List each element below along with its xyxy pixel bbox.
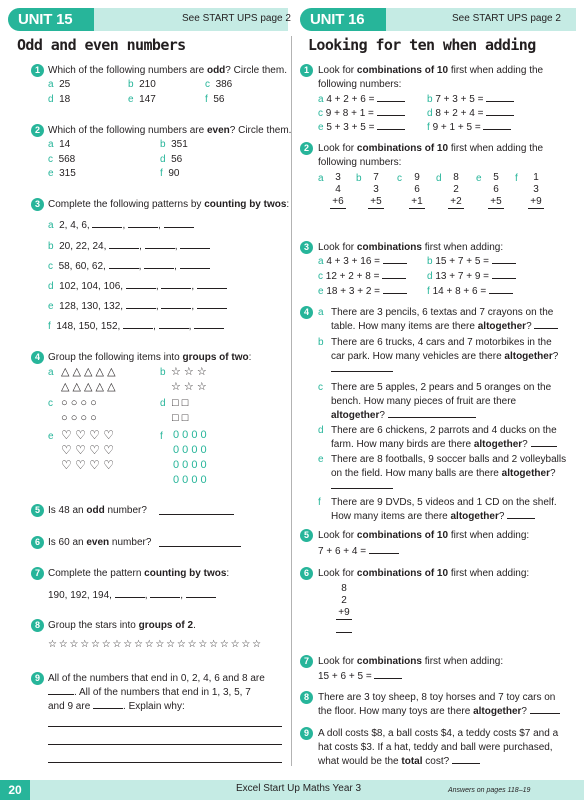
item-label: b [160, 139, 166, 150]
answer-blank[interactable] [194, 320, 224, 329]
question-number: 2 [300, 142, 313, 155]
answer-blank[interactable] [126, 300, 156, 309]
answer-item[interactable] [128, 78, 156, 91]
sum-expr: 18 + 3 + 2 = [326, 286, 381, 297]
answer-blank[interactable] [383, 285, 407, 294]
item-label: c [48, 398, 53, 409]
answer-blank[interactable] [123, 320, 153, 329]
answer-blank[interactable] [197, 280, 227, 289]
addend: +1 [409, 196, 425, 209]
answer-blank[interactable] [180, 240, 210, 249]
question-text: All of the numbers that end in 0, 2, 4, 6 and 8 are [48, 673, 265, 684]
column-sum[interactable] [528, 172, 544, 209]
item-label: a [318, 307, 324, 318]
question-number: 7 [300, 655, 313, 668]
shape-row: ♡ ♡ ♡ ♡ [61, 458, 115, 472]
question-text: Look for combinations of 10 first when adding the [318, 143, 544, 154]
question-text: bench. How many pieces of fruit are there [331, 396, 517, 407]
answer-item[interactable] [205, 93, 224, 106]
column-sum[interactable] [488, 172, 504, 209]
answer-item[interactable] [128, 93, 156, 106]
item-label: e [476, 173, 482, 184]
item-label: d [160, 398, 166, 409]
answer-item[interactable] [48, 153, 75, 166]
writing-line[interactable] [48, 726, 282, 727]
sum-expr: 9 + 1 + 5 = [432, 122, 481, 133]
sum-expr: 4 + 2 + 6 = [326, 94, 375, 105]
shape-row: ☆ ☆ ☆ [171, 366, 207, 378]
page-number: 20 [0, 780, 30, 800]
item-label: c [318, 108, 323, 119]
question-text: Look for combinations of 10 first when adding: [318, 568, 530, 579]
square-group[interactable] [172, 397, 188, 425]
answer-blank[interactable] [452, 755, 480, 764]
item-label: f [515, 173, 518, 184]
sum-expr: 7 + 6 + 4 = [318, 546, 367, 557]
shape-row: ○ ○ ○ ○ [61, 397, 97, 409]
item-label: e [318, 454, 324, 465]
answer-blank[interactable] [388, 409, 476, 418]
question-text: Complete the pattern counting by twos: [48, 568, 230, 579]
addend: +9 [336, 607, 352, 620]
column-sum[interactable] [336, 583, 352, 620]
item-label: b [160, 367, 166, 378]
text-fragment: table. How many items are there altogether? [331, 321, 532, 332]
answer-blank[interactable] [164, 219, 194, 228]
text-fragment: altogether? [331, 410, 385, 421]
item-label: a [318, 256, 324, 267]
item-label: d [436, 173, 442, 184]
pattern-row[interactable]: d 102, 104, 106, , , [48, 280, 227, 293]
heart-group[interactable] [61, 428, 114, 473]
item-label: d [48, 94, 54, 105]
answer-item[interactable] [205, 78, 232, 91]
answer-blank[interactable] [377, 107, 405, 116]
addend: 8 [341, 583, 347, 594]
item-label: b [427, 94, 433, 105]
answer-blank[interactable] [489, 285, 513, 294]
addend: 2 [341, 595, 347, 606]
pattern-start: 148, 150, 152, [56, 321, 121, 332]
question-number: 8 [31, 619, 44, 632]
sum-expr: 9 + 8 + 1 = [325, 108, 374, 119]
star-row[interactable]: ☆ ☆ ☆ ☆ ☆ ☆ ☆ ☆ ☆ ☆ ☆ ☆ ☆ ☆ ☆ ☆ ☆ ☆ ☆ ☆ [48, 639, 261, 650]
question-number: 7 [31, 567, 44, 580]
answer-blank[interactable] [483, 121, 511, 130]
writing-line[interactable] [48, 744, 282, 745]
item-label: f [160, 431, 163, 442]
circle-group[interactable] [61, 397, 97, 425]
item-value: 56 [213, 94, 225, 105]
item-label: a [48, 79, 54, 90]
column-sum[interactable] [330, 172, 346, 209]
sum-expr: 14 + 8 + 6 = [432, 286, 487, 297]
addend: 8 [453, 172, 459, 183]
pattern-row[interactable]: a 2, 4, 6, , , [48, 219, 194, 232]
item-label: b [427, 256, 433, 267]
answer-blank[interactable] [377, 93, 405, 102]
shape-row: 0 0 0 0 [173, 444, 207, 456]
answer-blank[interactable] [161, 300, 191, 309]
text-fragment: and 9 are [48, 701, 91, 712]
item-label: c [397, 173, 402, 184]
star-group[interactable] [171, 366, 207, 394]
answer-blank[interactable] [383, 255, 407, 264]
right-unit-title: Looking for ten when adding [308, 36, 536, 54]
question-text [318, 705, 560, 718]
sum-expr: 4 + 3 + 16 = [326, 256, 381, 267]
addend: 6 [493, 184, 499, 195]
shape-row: 0 0 0 0 [173, 459, 207, 471]
answer-item[interactable] [48, 93, 70, 106]
question-text [48, 686, 251, 699]
item-label: e [48, 168, 54, 179]
pattern-start: 58, 60, 62, [58, 261, 106, 272]
item-value: 315 [59, 168, 76, 179]
shape-row: △ △ △ △ △ [61, 366, 116, 378]
shape-row: ♡ ♡ ♡ ♡ [61, 443, 115, 457]
item-label: f [318, 497, 321, 508]
addend: 3 [335, 172, 341, 183]
shape-row: △ △ △ △ △ [61, 381, 116, 393]
answer-blank[interactable] [492, 270, 516, 279]
sum-item[interactable] [427, 285, 513, 298]
left-unit-title: Odd and even numbers [17, 36, 186, 54]
writing-line[interactable] [48, 762, 282, 763]
shape-row: 0 0 0 0 [173, 429, 207, 441]
item-label: f [48, 321, 51, 332]
sum-expr: 12 + 2 + 8 = [325, 271, 380, 282]
item-label: d [160, 154, 166, 165]
answer-blank[interactable] [492, 255, 516, 264]
answer-blank[interactable] [486, 107, 514, 116]
question-text [331, 409, 476, 422]
question-number: 4 [31, 351, 44, 364]
item-label: a [318, 94, 324, 105]
question-text: There are 5 apples, 2 pears and 5 oranges on the [331, 382, 552, 393]
sum-expr: 7 + 3 + 5 = [435, 94, 484, 105]
answer-item[interactable] [160, 153, 182, 166]
sum-item[interactable] [318, 255, 407, 268]
item-label: b [318, 337, 324, 348]
book-title: Excel Start Up Maths Year 3 [236, 783, 362, 794]
question-number: 6 [300, 567, 313, 580]
pattern-row[interactable]: e 128, 130, 132, , , [48, 300, 227, 313]
sum-expr: 13 + 7 + 9 = [435, 271, 490, 282]
item-label: c [48, 154, 53, 165]
item-label: e [128, 94, 134, 105]
addend: +5 [368, 196, 384, 209]
pattern-start: 190, 192, 194, [48, 590, 112, 601]
addend: +9 [528, 196, 544, 209]
item-label: e [48, 431, 54, 442]
text-fragment: . All of the numbers that end in 1, 3, 5, 7 [74, 687, 251, 698]
item-label: e [318, 286, 324, 297]
item-label: c [318, 382, 323, 393]
answer-blank[interactable] [150, 589, 180, 598]
answer-blank[interactable] [369, 545, 399, 554]
question-number: 5 [300, 529, 313, 542]
question-number: 2 [31, 124, 44, 137]
sum-item[interactable] [318, 121, 405, 134]
question-text: A doll costs $8, a ball costs $4, a teddy costs $7 and a [318, 728, 559, 739]
pattern-start: 128, 130, 132, [59, 301, 124, 312]
item-label: a [318, 173, 324, 184]
sum-item[interactable] [427, 255, 516, 268]
oval-group[interactable] [173, 428, 207, 488]
item-value: 18 [59, 94, 71, 105]
addend: 2 [453, 184, 459, 195]
question-text: Which of the following numbers are even? Circle them. [48, 125, 292, 136]
shape-row: ♡ ♡ ♡ ♡ [61, 428, 115, 442]
item-value: 56 [171, 154, 183, 165]
answer-line[interactable] [159, 514, 234, 515]
answer-blank[interactable] [530, 705, 560, 714]
answer-blank[interactable] [486, 93, 514, 102]
addend: 1 [533, 172, 539, 183]
answer-item[interactable] [48, 138, 70, 151]
item-label: b [128, 79, 134, 90]
shape-row: □ □ [172, 412, 189, 424]
question-text: Complete the following patterns by counting by twos: [48, 199, 290, 210]
item-label: e [48, 301, 54, 312]
item-value: 147 [139, 94, 156, 105]
item-label: a [48, 220, 54, 231]
answer-line[interactable] [336, 632, 352, 633]
text-fragment: the floor. How many toys are there altogether? [318, 706, 527, 717]
item-value: 568 [58, 154, 76, 165]
question-text: There are 3 pencils, 6 textas and 7 crayons on the [331, 307, 554, 318]
question-number: 3 [31, 198, 44, 211]
sum-expr: 8 + 2 + 4 = [435, 108, 484, 119]
question-text: There are 6 trucks, 4 cars and 7 motorbikes in the [331, 337, 552, 348]
addend: 6 [414, 184, 420, 195]
sum-item[interactable] [318, 107, 405, 120]
item-label: f [427, 122, 430, 133]
question-text: on the field. How many balls are there altogether? [331, 468, 556, 479]
question-text [318, 755, 480, 768]
answer-blank[interactable] [197, 300, 227, 309]
question-text: There are 9 DVDs, 5 videos and 1 CD on the shelf. [331, 497, 557, 508]
answer-blank[interactable] [144, 260, 174, 269]
answer-item[interactable] [48, 167, 76, 180]
answer-blank[interactable] [48, 686, 74, 695]
pattern-row[interactable]: f 148, 150, 152, , , [48, 320, 224, 333]
text-fragment: farm. How many birds are there altogether? [331, 439, 528, 450]
sum-item[interactable] [427, 121, 511, 134]
item-label: b [356, 173, 362, 184]
sum-item[interactable] [318, 670, 402, 683]
item-label: c [205, 79, 210, 90]
pattern-row[interactable]: 190, 192, 194, , , [48, 589, 216, 602]
addend: +5 [488, 196, 504, 209]
answer-blank[interactable] [126, 280, 156, 289]
question-text: There are 3 toy sheep, 8 toy horses and 7 toy cars on [318, 692, 556, 703]
question-number: 5 [31, 504, 44, 517]
item-label: b [48, 241, 54, 252]
answer-blank[interactable] [109, 260, 139, 269]
question-text: hat costs $3. If a hat, teddy and ball were purchased, [318, 742, 553, 753]
item-value: 90 [168, 168, 180, 179]
item-label: f [205, 94, 208, 105]
sum-item[interactable] [318, 285, 407, 298]
shape-row: 0 0 0 0 [173, 474, 207, 486]
item-value: 386 [215, 79, 233, 90]
column-sum[interactable] [448, 172, 464, 209]
item-label: c [318, 271, 323, 282]
pattern-row[interactable]: c 58, 60, 62, , , [48, 260, 210, 273]
item-label: f [160, 168, 163, 179]
question-text: Look for combinations of 10 first when adding: [318, 530, 530, 541]
right-unit-badge: UNIT 16 [300, 8, 386, 31]
question-text: Is 48 an odd number? [48, 505, 147, 516]
question-number: 9 [300, 727, 313, 740]
question-text: Is 60 an even number? [48, 537, 152, 548]
answer-item[interactable] [160, 167, 179, 180]
pattern-start: 20, 22, 24, [59, 241, 107, 252]
answer-blank[interactable] [507, 510, 535, 519]
text-fragment: what would be the total cost? [318, 756, 450, 767]
answer-blank[interactable] [180, 260, 210, 269]
item-label: d [427, 271, 433, 282]
sum-item[interactable] [318, 545, 399, 558]
addend: 7 [373, 172, 379, 183]
column-sum[interactable] [409, 172, 425, 209]
answers-ref: Answers on pages 118–19 [448, 786, 531, 794]
addend: 5 [493, 172, 499, 183]
shape-row: ☆ ☆ ☆ [171, 381, 207, 393]
question-text: Look for combinations of 10 first when adding the [318, 65, 544, 76]
addend: 4 [335, 184, 341, 195]
item-value: 210 [139, 79, 156, 90]
question-number: 9 [31, 672, 44, 685]
addend: +6 [330, 196, 346, 209]
sum-expr: 5 + 3 + 5 = [326, 122, 375, 133]
sum-expr: 15 + 7 + 5 = [435, 256, 490, 267]
answer-line[interactable] [331, 488, 393, 489]
question-text: following numbers: [318, 157, 402, 168]
answer-blank[interactable] [93, 700, 123, 709]
text-fragment: . Explain why: [123, 701, 185, 712]
answer-line[interactable] [331, 371, 393, 372]
left-see-ref: See START UPS page 2 [182, 13, 291, 24]
answer-blank[interactable] [382, 270, 406, 279]
answer-blank[interactable] [115, 589, 145, 598]
answer-blank[interactable] [374, 670, 402, 679]
shape-row: ○ ○ ○ ○ [61, 412, 97, 424]
right-see-ref: See START UPS page 2 [452, 13, 561, 24]
answer-blank[interactable] [186, 589, 216, 598]
answer-blank[interactable] [128, 219, 158, 228]
answer-blank[interactable] [159, 320, 189, 329]
answer-blank[interactable] [534, 320, 558, 329]
question-text: Look for combinations first when adding: [318, 656, 504, 667]
question-number: 1 [300, 64, 313, 77]
shape-row: □ □ [172, 397, 189, 409]
question-number: 4 [300, 306, 313, 319]
answer-blank[interactable] [531, 438, 557, 447]
addend: 3 [533, 184, 539, 195]
pattern-start: 2, 4, 6, [59, 220, 90, 231]
sum-item[interactable] [318, 93, 405, 106]
answer-blank[interactable] [109, 240, 139, 249]
answer-item[interactable] [48, 78, 70, 91]
answer-blank[interactable] [161, 280, 191, 289]
item-value: 351 [171, 139, 188, 150]
question-text: Group the following items into groups of two: [48, 352, 252, 363]
question-text: Look for combinations first when adding: [318, 242, 504, 253]
text-fragment: How many items are there altogether? [331, 511, 505, 522]
question-text [331, 320, 558, 333]
column-sum[interactable] [368, 172, 384, 209]
addend: 3 [373, 184, 379, 195]
left-unit-badge: UNIT 15 [8, 8, 94, 31]
answer-blank[interactable] [145, 240, 175, 249]
question-text [48, 700, 185, 713]
question-number: 1 [31, 64, 44, 77]
sum-item[interactable] [318, 270, 406, 283]
question-text: There are 6 chickens, 2 parrots and 4 ducks on the [331, 425, 557, 436]
question-text [331, 510, 535, 523]
sum-expr: 15 + 6 + 5 = [318, 671, 372, 682]
item-label: c [48, 261, 53, 272]
item-value: 14 [59, 139, 71, 150]
answer-item[interactable] [160, 138, 188, 151]
column-divider [291, 36, 292, 766]
question-text: following numbers: [318, 79, 402, 90]
question-number: 6 [31, 536, 44, 549]
addend: 9 [414, 172, 420, 183]
item-label: d [318, 425, 324, 436]
answer-blank[interactable] [92, 219, 122, 228]
question-text [331, 438, 557, 451]
item-label: d [427, 108, 433, 119]
item-label: a [48, 139, 54, 150]
item-label: f [427, 286, 430, 297]
item-label: e [318, 122, 324, 133]
item-label: d [48, 281, 54, 292]
question-text: car park. How many vehicles are there altogether? [331, 351, 559, 362]
question-text: Which of the following numbers are odd? Circle them. [48, 65, 287, 76]
sum-item[interactable] [427, 107, 514, 120]
question-text: Group the stars into groups of 2. [48, 620, 196, 631]
pattern-start: 102, 104, 106, [59, 281, 124, 292]
answer-blank[interactable] [377, 121, 405, 130]
question-number: 3 [300, 241, 313, 254]
item-value: 25 [59, 79, 71, 90]
addend: +2 [448, 196, 464, 209]
item-label: a [48, 367, 54, 378]
triangle-group[interactable] [61, 366, 116, 394]
question-text: There are 8 footballs, 9 soccer balls and 2 volleyballs [331, 454, 567, 465]
sum-item[interactable] [427, 270, 516, 283]
pattern-row[interactable]: b 20, 22, 24, , , [48, 240, 210, 253]
answer-line[interactable] [159, 546, 241, 547]
sum-item[interactable] [427, 93, 514, 106]
question-number: 8 [300, 691, 313, 704]
